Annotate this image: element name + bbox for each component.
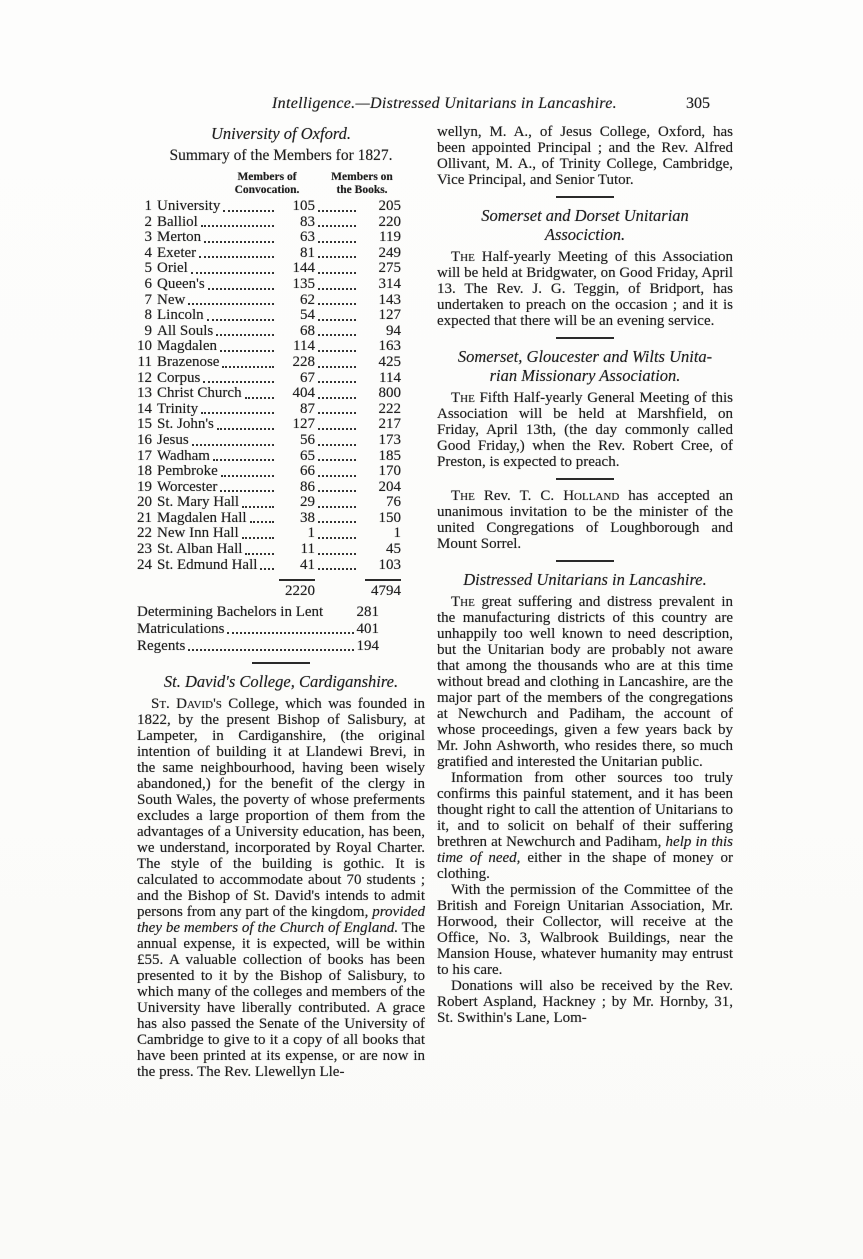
determining-bachelors-row [137, 604, 379, 620]
distressed-paragraph-2 [437, 770, 733, 882]
section-title-st-davids-college [137, 672, 425, 691]
dot-leader [318, 521, 356, 523]
books-value: 204 [378, 478, 401, 495]
table-row [137, 511, 401, 527]
college-name: Queen's [157, 275, 205, 292]
college-number: 23 [137, 541, 152, 558]
table-row [137, 464, 401, 480]
college-name: Lincoln [157, 307, 204, 324]
dot-leader [318, 225, 356, 227]
section-title-university-of-oxford [137, 124, 425, 143]
dot-leader [318, 319, 356, 321]
books-value: 150 [378, 509, 401, 526]
paragraph-italic-text: provided they be members of the Church of England. [137, 903, 425, 936]
left-column [137, 124, 425, 1080]
members-table [137, 199, 401, 573]
college-name: St. John's [157, 416, 214, 433]
row-value: 401 [356, 620, 379, 637]
paragraph-lead-smallcaps: The [451, 488, 475, 504]
college-number: 3 [144, 229, 152, 246]
dot-leader [188, 303, 274, 305]
convocation-value: 135 [292, 275, 315, 292]
dot-leader [220, 350, 274, 352]
convocation-value: 127 [292, 416, 315, 433]
college-name: St. Edmund Hall [157, 556, 258, 573]
dot-leader [318, 397, 356, 399]
convocation-value: 144 [292, 260, 315, 277]
dot-leader [318, 350, 356, 352]
convocation-value: 81 [300, 244, 315, 261]
oxford-summary-subtitle: Summary of the Members for 1827. [169, 147, 393, 164]
column-header-line: the Books. [336, 183, 388, 196]
college-number: 18 [137, 463, 152, 480]
college-number: 4 [144, 244, 152, 261]
dot-leader [242, 537, 274, 539]
paragraph-text: The annual expense, it is expected, will be within £55. A valuable collection of books has been presented to it by the Bishop of Salisbury, to which many of the colleges and members of the University have liberally contributed. A grace has also passed the Senate of the University of Cambridge to give to it a copy of all books that have been printed at its expense, or are now in the press. The Rev. Llewellyn Lle- [137, 919, 425, 1080]
books-value: 185 [378, 447, 401, 464]
table-row [137, 277, 401, 293]
row-label: Matriculations [137, 620, 225, 637]
dot-leader [199, 256, 274, 258]
dot-leader [250, 521, 274, 523]
regents-row [137, 638, 379, 654]
section-divider-rule [556, 337, 614, 339]
convocation-value: 62 [300, 291, 315, 308]
books-value: 127 [378, 307, 401, 324]
college-number: 15 [137, 416, 152, 433]
holland-name-smallcaps: Holland [563, 488, 620, 504]
college-number: 5 [144, 260, 152, 277]
section-title-line: Associction. [544, 225, 626, 244]
college-name: Merton [157, 229, 202, 246]
table-row [137, 308, 401, 324]
distressed-paragraph-4: Donations will also be received by the Rev. Robert Aspland, Hackney ; by Mr. Hornby, 31, St. Swithin's Lane, Lom- [437, 978, 733, 1026]
college-number: 11 [137, 353, 152, 370]
college-name: Pembroke [157, 463, 218, 480]
paragraph-italic-text: help in this time of need, [437, 834, 733, 866]
running-header [167, 95, 722, 113]
table-row [137, 261, 401, 277]
dot-leader [318, 553, 356, 555]
running-header-title: Intelligence.—Distressed Unitarians in Lancashire. [272, 95, 617, 112]
paragraph-text: has accepted an unanimous invitation to be the minister of the united Congregations of Loughborough and Mount Sorrel. [437, 488, 733, 552]
college-number: 8 [144, 307, 152, 324]
dot-leader [318, 366, 356, 368]
section-divider-rule [556, 478, 614, 480]
table-row [137, 215, 401, 231]
books-value: 275 [378, 260, 401, 277]
college-number: 10 [137, 338, 152, 355]
dot-leader [318, 444, 356, 446]
convocation-value: 1 [307, 525, 315, 542]
column-header-line: Members on [331, 171, 393, 183]
books-value: 94 [386, 322, 401, 339]
college-number: 19 [137, 478, 152, 495]
table-row [137, 449, 401, 465]
paragraph-text: Information from other sources too truly confirms this painful statement, and it has been thought right to call the attention of Unitarians to it, and to solicit on behalf of their suffering brethren at Newchurch and Padiham, [437, 770, 733, 850]
section-title-line: Somerset, Gloucester and Wilts Unita- [457, 347, 713, 366]
college-name: Balliol [157, 213, 198, 230]
column-header-line: Convocation. [234, 183, 300, 196]
column-header-line: Members of [237, 171, 297, 183]
dot-leader [191, 272, 274, 274]
section-title-somerset-dorset [437, 206, 733, 244]
dot-leader [318, 537, 356, 539]
table-row [137, 386, 401, 402]
row-label: Determining Bachelors in Lent [137, 603, 324, 620]
dot-leader [318, 412, 356, 414]
dot-leader [207, 319, 274, 321]
row-value: 281 [356, 603, 379, 620]
paragraph-text: Rev. T. C. [474, 488, 564, 504]
books-value: 314 [378, 275, 401, 292]
convocation-value: 68 [300, 322, 315, 339]
convocation-value: 67 [300, 369, 315, 386]
college-number: 7 [144, 291, 152, 308]
paragraph-text: great suffering and distress prevalent in the manufacturing districts of this country are unhappily too well known to need description, but the Unitarian body are probably not aware that among the thousands who are at this time without bread and clothing in Lancashire, are the major part of the members of the congregations at Newchurch and Padiham, the account of whose proceedings, given a few years back by Mr. John Ashworth, who resides there, so much gratified and interested the Unitarian public. [437, 594, 733, 770]
paragraph-lead-smallcaps: The [451, 594, 475, 610]
dot-leader [318, 303, 356, 305]
paragraph-text: Fifth Half-yearly General Meeting of this Association will be held at Marshfield, on Friday, April 13th, (the day commonly called Good Friday,) when the Rev. Robert Cree, of Preston, is expected to preach. [437, 390, 733, 470]
dot-leader [318, 210, 356, 212]
books-value: 425 [378, 353, 401, 370]
convocation-value: 86 [300, 478, 315, 495]
table-row [137, 542, 401, 558]
convocation-value: 83 [300, 213, 315, 230]
college-name: All Souls [157, 322, 214, 339]
college-number: 22 [137, 525, 152, 542]
paragraph-lead-smallcaps: St. David's [151, 695, 222, 712]
convocation-value: 66 [300, 463, 315, 480]
paragraph-text: College, which was founded in 1822, by the present Bishop of Salisbury, at Lampeter, in Cardiganshire, (the original intention of building it at Llandewi Brevi, in the same neighbourhood, having been wisely abandoned,) for the benefit of the clergy in South Wales, the poverty of whose preferments excludes a large proportion of them from the advantages of a University education, has been, we understand, incorporated by Royal Charter. The style of the building is gothic. It is calculated to accommodate about 70 students ; and the Bishop of St. David's intends to admit persons from any part of the kingdom, [137, 695, 425, 920]
dot-leader [220, 490, 274, 492]
books-value: 114 [379, 369, 401, 386]
table-row [137, 558, 401, 574]
books-value: 1 [393, 525, 401, 542]
books-value: 800 [378, 385, 401, 402]
convocation-value: 56 [300, 431, 315, 448]
dot-leader [318, 568, 356, 570]
section-title-line: Somerset and Dorset Unitarian [481, 206, 689, 225]
table-row [137, 480, 401, 496]
dot-leader [260, 568, 274, 570]
dot-leader [318, 428, 356, 430]
table-row [137, 293, 401, 309]
college-name: Magdalen Hall [157, 509, 247, 526]
section-title-text: Distressed Unitarians in Lancashire. [463, 570, 707, 589]
table-row [137, 417, 401, 433]
books-value: 119 [379, 229, 401, 246]
college-name: New [157, 291, 186, 308]
college-name: Trinity [157, 400, 199, 417]
dot-leader [221, 475, 274, 477]
paragraph-lead-smallcaps: The [451, 390, 475, 406]
dot-leader [201, 412, 274, 414]
dot-leader [192, 444, 274, 446]
table-row [137, 371, 401, 387]
table-totals-row [137, 579, 401, 600]
somerset-dorset-paragraph [437, 249, 733, 329]
section-title-somerset-gloucester-wilts [437, 347, 733, 385]
dot-leader [223, 210, 274, 212]
college-number: 24 [137, 556, 152, 573]
table-row [137, 199, 401, 215]
total-convocation-value: 2220 [279, 579, 315, 600]
dot-leader [318, 288, 356, 290]
dot-leader [245, 553, 274, 555]
dot-leader [222, 366, 274, 368]
convocation-value: 114 [293, 338, 315, 355]
table-row [137, 246, 401, 262]
college-name: Wadham [157, 447, 210, 464]
dot-leader [318, 334, 356, 336]
books-value: 217 [378, 416, 401, 433]
continuation-paragraph: wellyn, M. A., of Jesus College, Oxford, has been appointed Principal ; and the Rev. Alfred Ollivant, M. A., of Trinity College, Cambridge, Vice Principal, and Senior Tutor. [437, 124, 733, 188]
section-title-text: St. David's College, Cardiganshire. [163, 671, 399, 691]
college-name: Corpus [157, 369, 201, 386]
matriculations-row [137, 621, 379, 637]
college-name: New Inn Hall [157, 525, 239, 542]
college-name: Brazenose [157, 353, 220, 370]
college-name: St. Mary Hall [157, 494, 240, 511]
college-name: Christ Church [157, 385, 242, 402]
paragraph-text: either in the shape of money or clothing. [437, 850, 734, 882]
convocation-value: 228 [292, 353, 315, 370]
college-name: Worcester [157, 478, 218, 495]
books-value: 220 [378, 213, 401, 230]
college-number: 13 [137, 385, 152, 402]
dot-leader [318, 475, 356, 477]
college-number: 16 [137, 431, 152, 448]
convocation-value: 65 [300, 447, 315, 464]
books-value: 170 [378, 463, 401, 480]
dot-leader [201, 225, 274, 227]
table-row [137, 355, 401, 371]
books-value: 222 [378, 400, 401, 417]
section-divider-rule [556, 560, 614, 562]
section-title-line: rian Missionary Association. [489, 366, 681, 385]
dot-leader [227, 632, 353, 634]
books-value: 76 [386, 494, 401, 511]
convocation-value: 63 [300, 229, 315, 246]
section-divider-rule [556, 196, 614, 198]
college-number: 2 [144, 213, 152, 230]
college-name: St. Alban Hall [157, 541, 243, 558]
paragraph-text: Half-yearly Meeting of this Association will be held at Bridgwater, on Good Friday, April 13. The Rev. J. G. Teggin, of Bridport, has undertaken to preach on the occasion ; and it is expected that there will be an evening service. [437, 249, 733, 329]
somerset-gloucester-paragraph [437, 390, 733, 470]
dot-leader [213, 459, 274, 461]
convocation-value: 105 [292, 198, 315, 214]
table-row [137, 495, 401, 511]
table-row [137, 324, 401, 340]
convocation-value: 29 [300, 494, 315, 511]
dot-leader [216, 334, 274, 336]
section-title-text: University of Oxford. [210, 124, 352, 143]
table-row [137, 526, 401, 542]
college-number: 20 [137, 494, 152, 511]
distressed-paragraph-3: With the permission of the Committee of the British and Foreign Unitarian Association, Mr. Horwood, their Collector, will receive at the Office, No. 3, Walbrook Buildings, near the Mansion House, whatever humanity may entrust to his care. [437, 882, 733, 978]
st-davids-paragraph [137, 696, 425, 1080]
college-name: Jesus [157, 431, 189, 448]
books-column-header [323, 171, 401, 196]
books-value: 143 [378, 291, 401, 308]
page-number: 305 [686, 95, 710, 112]
convocation-value: 404 [292, 385, 315, 402]
books-value: 45 [386, 541, 401, 558]
dot-leader [217, 428, 274, 430]
dot-leader [318, 381, 356, 383]
convocation-value: 54 [300, 307, 315, 324]
convocation-value: 41 [300, 556, 315, 573]
right-column [437, 124, 733, 1026]
college-number: 21 [137, 509, 152, 526]
section-title-distressed-unitarians [437, 570, 733, 589]
convocation-value: 87 [300, 400, 315, 417]
books-value: 205 [378, 198, 401, 214]
dot-leader [203, 381, 274, 383]
members-table-header [137, 171, 401, 196]
table-row [137, 339, 401, 355]
books-value: 163 [378, 338, 401, 355]
row-label: Regents [137, 637, 186, 654]
college-number: 12 [137, 369, 152, 386]
dot-leader [318, 256, 356, 258]
college-number: 17 [137, 447, 152, 464]
college-name: Exeter [157, 244, 197, 261]
convocation-value: 38 [300, 509, 315, 526]
dot-leader [188, 649, 353, 651]
college-name: University [157, 198, 221, 214]
dot-leader [242, 506, 274, 508]
dot-leader [318, 490, 356, 492]
table-row [137, 402, 401, 418]
college-name: Oriel [157, 260, 188, 277]
college-number: 6 [144, 275, 152, 292]
table-row [137, 230, 401, 246]
row-value: 194 [356, 637, 379, 654]
section-divider-rule [252, 662, 310, 664]
holland-paragraph [437, 488, 733, 552]
total-convocation [277, 579, 315, 600]
books-value: 249 [378, 244, 401, 261]
convocation-column-header [223, 171, 311, 196]
college-number: 14 [137, 400, 152, 417]
dot-leader [318, 241, 356, 243]
college-number: 9 [144, 322, 152, 339]
total-books [359, 579, 401, 600]
dot-leader [245, 397, 274, 399]
books-value: 103 [378, 556, 401, 573]
college-number: 1 [144, 198, 152, 214]
dot-leader [318, 272, 356, 274]
convocation-value: 11 [300, 541, 315, 558]
total-books-value: 4794 [365, 579, 401, 600]
dot-leader [208, 288, 274, 290]
dot-leader [318, 459, 356, 461]
dot-leader [204, 241, 274, 243]
distressed-paragraph-1 [437, 594, 733, 770]
table-row [137, 433, 401, 449]
books-value: 173 [378, 431, 401, 448]
college-name: Magdalen [157, 338, 217, 355]
dot-leader [318, 506, 356, 508]
paragraph-lead-smallcaps: The [451, 249, 475, 265]
